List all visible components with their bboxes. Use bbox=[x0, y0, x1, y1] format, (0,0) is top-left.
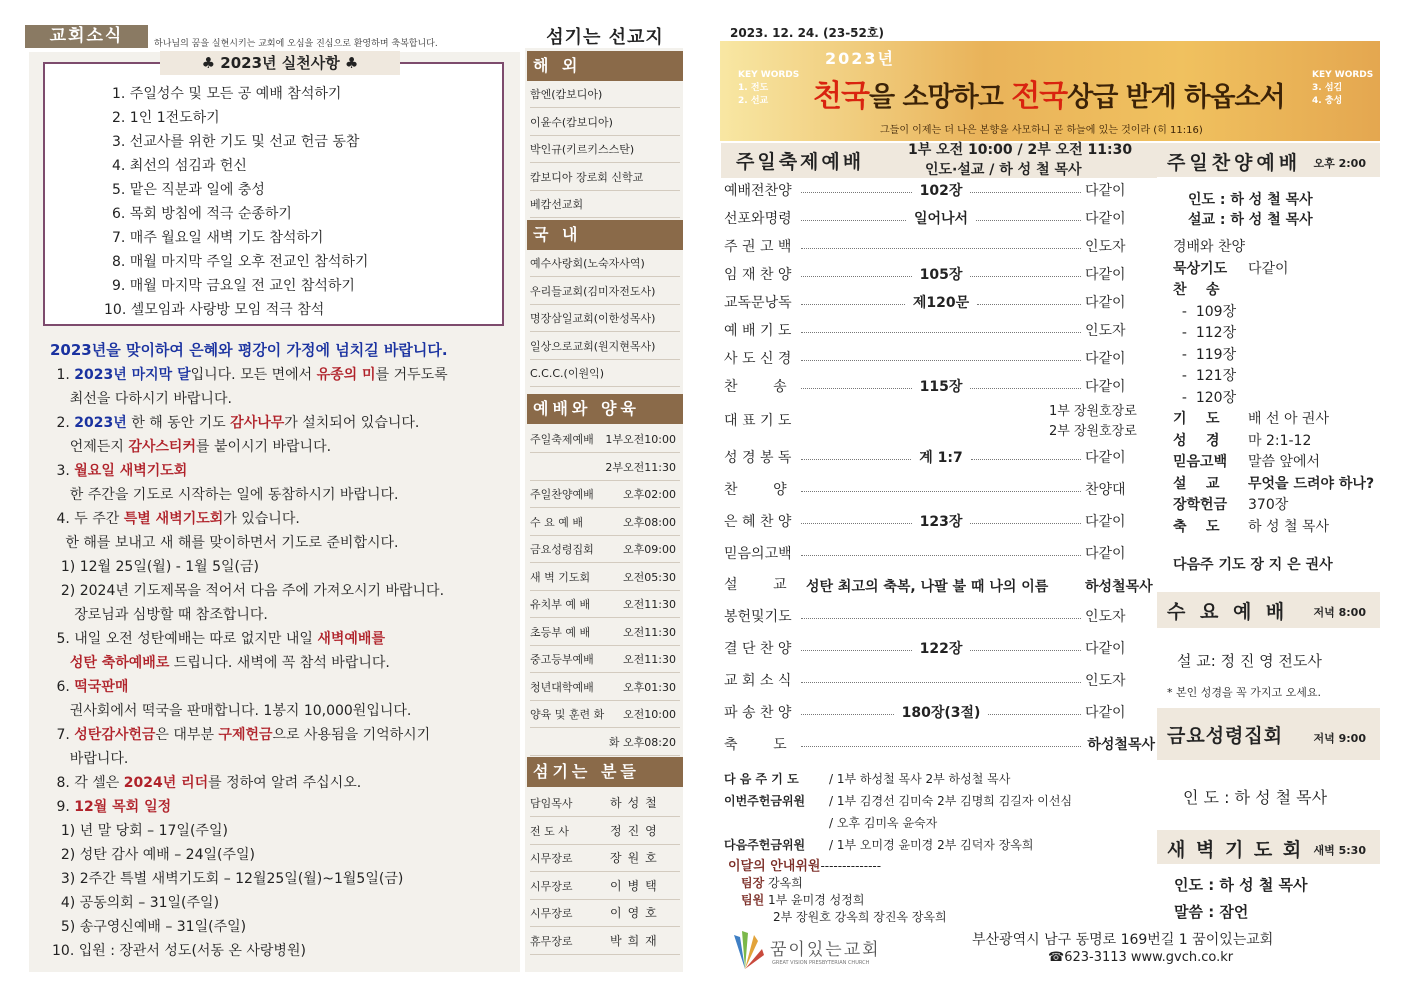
worship-schedule-item: 유치부 예 배 오전11:30 bbox=[530, 591, 680, 618]
sermon-title: 성탄 최고의 축복, 나팔 불 때 나의 이름 bbox=[806, 579, 1049, 595]
order-row: 교독문낭독 제120문 다같이 bbox=[724, 295, 1126, 311]
notice-line: 최선을 다하시기 바랍니다. bbox=[52, 391, 232, 407]
practice-item: 4. 최선의 섬김과 헌신 bbox=[112, 158, 247, 174]
worship-schedule-item: 수 요 예 배 오후08:00 bbox=[530, 509, 680, 536]
worship-schedule-header: 예배와 양육 bbox=[527, 394, 683, 424]
notice-line: 6. 떡국판매 bbox=[52, 679, 129, 695]
worship-schedule-item: 2부오전11:30 bbox=[530, 454, 680, 481]
notice-line: 1. 2023년 마지막 달입니다. 모든 면에서 유종의 미를 거두도록 bbox=[52, 367, 448, 383]
practice-item: 7. 매주 월요일 새벽 기도 참석하기 bbox=[112, 230, 324, 246]
notice-line: 한 해를 보내고 새 해를 맞이하면서 기도로 준비합시다. bbox=[52, 535, 399, 551]
dawn-prayer-header: 새 벽 기 도 회 새벽 5:30 bbox=[1157, 830, 1380, 864]
worship-schedule-item: 양육 및 훈련 화 오전10:00 bbox=[530, 701, 680, 728]
sunday-pm-item: - 120장 bbox=[1173, 389, 1237, 406]
overseas-header: 해 외 bbox=[527, 51, 683, 81]
practice-list bbox=[104, 82, 369, 322]
practice-item: 10. 셀모임과 사랑방 모임 적극 참석 bbox=[104, 302, 325, 318]
duty-roster: 다 음 주 기 도 / 1부 하성철 목사 2부 하성철 목사 이번주헌금위원 / 1부 김경선 김미숙 2부 김명희 김길자 이선심 / 오후 김미옥 윤숙자 다음주헌금위원 / 1부 오미경 윤미경 2부 김덕자 장옥희 bbox=[724, 772, 1073, 852]
missions-title: 섬기는 선교지 bbox=[546, 27, 664, 48]
domestic-mission-item: 우리들교회(김미자전도사) bbox=[530, 278, 680, 305]
domestic-mission-item: 일상으로교회(원지현목사) bbox=[530, 333, 680, 360]
order-row: 봉헌및기도 인도자 bbox=[724, 609, 1126, 625]
practice-item: 8. 매월 마지막 주일 오후 전교인 참석하기 bbox=[112, 254, 369, 270]
overseas-mission-item: 박인규(키르키스스탄) bbox=[530, 136, 680, 163]
sunday-pm-item: 축 도 하 성 철 목사 bbox=[1173, 518, 1329, 535]
sunday-pm-item: 믿음고백 말씀 앞에서 bbox=[1173, 454, 1321, 470]
order-row: 찬 양 찬양대 bbox=[724, 482, 1126, 498]
practice-item: 6. 목회 방침에 적극 순종하기 bbox=[112, 206, 292, 222]
notice-line: 7. 성탄감사헌금은 대부분 구제헌금으로 사용됨을 기억하시기 bbox=[52, 727, 431, 743]
notice-line: 4. 두 주간 특별 새벽기도회가 있습니다. bbox=[52, 511, 300, 527]
notice-line: 8. 각 셀은 2024년 리더를 정하여 알려 주십시오. bbox=[52, 775, 362, 791]
service-title: 주일축제예배 bbox=[736, 151, 865, 173]
church-news-tag: 교회소식 bbox=[25, 25, 148, 48]
worship-schedule-item: 주일축제예배 1부오전10:00 bbox=[530, 426, 680, 453]
order-row: 교 회 소 식 인도자 bbox=[724, 673, 1126, 689]
worship-schedule-item: 새 벽 기도회 오전05:30 bbox=[530, 564, 680, 591]
service-time: 1부 오전 10:00 / 2부 오전 11:30 bbox=[908, 142, 1133, 158]
notice-line: 10. 입원 : 장관서 성도(서동 온 사랑병원) bbox=[52, 943, 306, 959]
notice-line: 한 주간을 기도로 시작하는 일에 동참하시기 바랍니다. bbox=[52, 487, 399, 503]
worship-schedule-item: 금요성령집회 오후09:00 bbox=[530, 536, 680, 563]
worship-schedule-item: 청년대학예배 오후01:30 bbox=[530, 674, 680, 701]
banner-theme: 천국을 소망하고 전국상급 받게 하옵소서 bbox=[813, 79, 1285, 114]
issue-date: 2023. 12. 24. (23-52호) bbox=[730, 26, 884, 40]
overseas-mission-item: 베캄선교회 bbox=[530, 191, 680, 218]
dawn-prayer-info: 인도 : 하 성 철 목사 말씀 : 잠언 bbox=[1174, 876, 1308, 921]
server-item: 전 도 사 정진영 bbox=[530, 818, 680, 845]
sunday-pm-header: 주일찬양예배 오후 2:00 bbox=[1157, 143, 1380, 177]
order-row: 믿음의고백 다같이 bbox=[724, 546, 1126, 562]
notice-line: 3. 월요일 새벽기도회 bbox=[52, 463, 188, 479]
notice-line: 성탄 축하예배로 드립니다. 새벽에 꼭 참석 바랍니다. bbox=[69, 655, 390, 671]
order-row: 주 권 고 백 인도자 bbox=[724, 239, 1126, 255]
logo-mark-icon bbox=[724, 929, 766, 971]
church-address: 부산광역시 남구 동명로 169번길 1 꿈이있는교회 bbox=[972, 932, 1274, 948]
domestic-mission-item: 예수사랑회(노숙자사역) bbox=[530, 250, 680, 277]
order-row: 임 재 찬 양 105장 다같이 bbox=[724, 267, 1126, 283]
sunday-pm-item: 경배와 찬양 bbox=[1173, 239, 1246, 255]
domestic-mission-item: 명장삼일교회(이한성목사) bbox=[530, 305, 680, 332]
service-leader: 인도·설교 / 하 성 철 목사 bbox=[925, 162, 1082, 178]
worship-schedule-item: 중고등부예배 오전11:30 bbox=[530, 646, 680, 673]
practice-item: 9. 매월 마지막 금요일 전 교인 참석하기 bbox=[112, 278, 355, 294]
sunday-pm-item: 묵상기도 다같이 bbox=[1173, 260, 1289, 277]
next-week-prayer: 다음주 기도 장 지 은 권사 bbox=[1173, 557, 1333, 573]
sunday-pm-order bbox=[1173, 237, 1374, 538]
notice-line: 2) 성탄 감사 예배 – 24일(주일) bbox=[52, 847, 255, 863]
sunday-pm-item: 기 도 배 선 아 권사 bbox=[1173, 411, 1329, 427]
practice-item: 2. 1인 1전도하기 bbox=[112, 110, 220, 126]
overseas-mission-item: 캄보디아 장로회 신학교 bbox=[530, 164, 680, 191]
wednesday-note: * 본인 성경을 꼭 가지고 오세요. bbox=[1167, 686, 1321, 699]
keywords-left: KEY WORDS 1. 전도 2. 선교 bbox=[738, 70, 800, 106]
sunday-pm-item: - 112장 bbox=[1173, 325, 1237, 341]
worship-schedule-item: 초등부 예 배 오전11:30 bbox=[530, 619, 680, 646]
server-item: 시무장로 장원호 bbox=[530, 845, 680, 872]
practice-title: ♣ 2023년 실천사항 ♣ bbox=[160, 51, 400, 75]
sunday-pm-item: - 121장 bbox=[1173, 368, 1237, 384]
friday-leader: 인 도 : 하 성 철 목사 bbox=[1183, 788, 1328, 807]
church-logo: 꿈이있는교회 GREAT VISION PRESBYTERIAN CHURCH bbox=[724, 929, 904, 971]
notice-line: 3) 2주간 특별 새벽기도회 – 12월25일(월)~1월5일(금) bbox=[52, 871, 404, 887]
sunday-pm-item: 설 교 무엇을 드려야 하나? bbox=[1173, 475, 1375, 492]
sunday-pm-item: - 119장 bbox=[1173, 346, 1237, 363]
order-row: 결 단 찬 양 122장 다같이 bbox=[724, 641, 1126, 657]
worship-schedule-item: 주일찬양예배 오후02:00 bbox=[530, 481, 680, 508]
sermon-preacher: 하성철목사 bbox=[1085, 579, 1153, 595]
notice-line: 바랍니다. bbox=[52, 751, 129, 767]
notice-line: 2. 2023년 한 해 동안 기도 감사나무가 설치되어 있습니다. bbox=[52, 415, 420, 431]
order-row: 설 교 bbox=[724, 577, 787, 593]
wednesday-header: 수 요 예 배 저녁 8:00 bbox=[1157, 592, 1380, 628]
welcome-text: 하나님의 꿈을 실현시키는 교회에 오심을 진심으로 환영하며 축복합니다. bbox=[154, 39, 438, 49]
sunday-pm-leaders: 인도 : 하 성 철 목사 설교 : 하 성 철 목사 bbox=[1188, 192, 1313, 228]
order-row: 예 배 기 도 인도자 bbox=[724, 323, 1126, 339]
host-team: 이달의 안내위원-------------- 팀장 강옥희 팀원 1부 윤미경 성정희 2부 장원호 강옥희 장진옥 장옥희 bbox=[728, 859, 947, 924]
keywords-right: KEY WORDS 3. 섬김 4. 충성 bbox=[1312, 70, 1374, 106]
order-row: 대 표 기 도 bbox=[724, 413, 792, 429]
overseas-mission-item: 이윤수(캄보디아) bbox=[530, 109, 680, 136]
order-row: 선포와명령 일어나서 다같이 bbox=[724, 211, 1126, 227]
domestic-mission-item: C.C.C.(이원익) bbox=[530, 360, 680, 387]
notice-line: 2) 2024년 기도제목을 적어서 다음 주에 가져오시기 바랍니다. bbox=[52, 583, 445, 599]
new-year-headline: 2023년을 맞이하여 은혜와 평강이 가정에 넘치길 바랍니다. bbox=[50, 341, 448, 359]
theme-banner bbox=[720, 41, 1380, 141]
practice-item: 1. 주일성수 및 모든 공 예배 참석하기 bbox=[112, 86, 342, 102]
overseas-mission-item: 함엔(캄보디아) bbox=[530, 81, 680, 108]
banner-verse: 그들이 이제는 더 나은 본향을 사모하니 곧 하늘에 있는 것이라 (히 11:16) bbox=[880, 125, 1203, 136]
notice-line: 권사회에서 떡국을 판매합니다. 1봉지 10,000원입니다. bbox=[52, 703, 412, 719]
order-row: 예배전찬양 102장 다같이 bbox=[724, 183, 1126, 199]
notice-line: 1) 년 말 당회 – 17일(주일) bbox=[52, 823, 228, 839]
notice-line: 5. 내일 오전 성탄예배는 따로 없지만 내일 새벽예배를 bbox=[52, 631, 385, 647]
notice-line: 1) 12월 25일(월) - 1월 5일(금) bbox=[52, 559, 260, 575]
server-item: 시무장로 이영호 bbox=[530, 900, 680, 927]
sunday-pm-item: 찬 송 bbox=[1173, 282, 1220, 298]
notice-line: 5) 송구영신예배 – 31일(주일) bbox=[52, 919, 247, 935]
wednesday-preacher: 설 교: 정 진 영 전도사 bbox=[1177, 652, 1322, 670]
domestic-header: 국 내 bbox=[527, 220, 683, 250]
order-row: 은 혜 찬 양 123장 다같이 bbox=[724, 514, 1126, 530]
order-row: 파 송 찬 양 180장(3절) 다같이 bbox=[724, 705, 1126, 721]
sunday-pm-item: - 109장 bbox=[1173, 303, 1237, 320]
order-row: 성 경 봉 독 계 1:7 다같이 bbox=[724, 450, 1126, 466]
server-item: 시무장로 이병택 bbox=[530, 873, 680, 900]
church-contact: ☎623-3113 www.gvch.co.kr bbox=[1048, 950, 1234, 965]
practice-item: 3. 선교사를 위한 기도 및 선교 헌금 동참 bbox=[112, 134, 360, 150]
notice-list bbox=[52, 363, 512, 963]
practice-item: 5. 맡은 직분과 일에 충성 bbox=[112, 182, 265, 198]
sunday-pm-item: 장학헌금 370장 bbox=[1173, 497, 1289, 513]
notice-line: 9. 12월 목회 일정 bbox=[52, 799, 172, 815]
order-row: 축 도 하성철목사 bbox=[724, 737, 1155, 753]
notice-line: 4) 공동의회 – 31일(주일) bbox=[52, 895, 220, 911]
order-row: 찬 송 115장 다같이 bbox=[724, 379, 1126, 395]
sunday-pm-item: 성 경 마 2:1-12 bbox=[1173, 432, 1312, 449]
friday-header: 금요성령집회 저녁 9:00 bbox=[1157, 708, 1380, 760]
server-item: 휴무장로 박희재 bbox=[530, 928, 680, 955]
banner-year: 2023년 bbox=[825, 49, 895, 68]
servers-header: 섬기는 분들 bbox=[527, 757, 683, 787]
order-row: 사 도 신 경 다같이 bbox=[724, 351, 1126, 367]
worship-schedule-item: 화 오후08:20 bbox=[530, 729, 680, 756]
server-item: 담임목사 하성철 bbox=[530, 790, 680, 817]
notice-line: 언제든지 감사스티커를 붙이시기 바랍니다. bbox=[52, 439, 332, 455]
representative-prayer: 1부 장원호장로 2부 장원호장로 bbox=[1049, 404, 1137, 439]
notice-line: 장로님과 심방할 때 참조합니다. bbox=[52, 607, 268, 623]
